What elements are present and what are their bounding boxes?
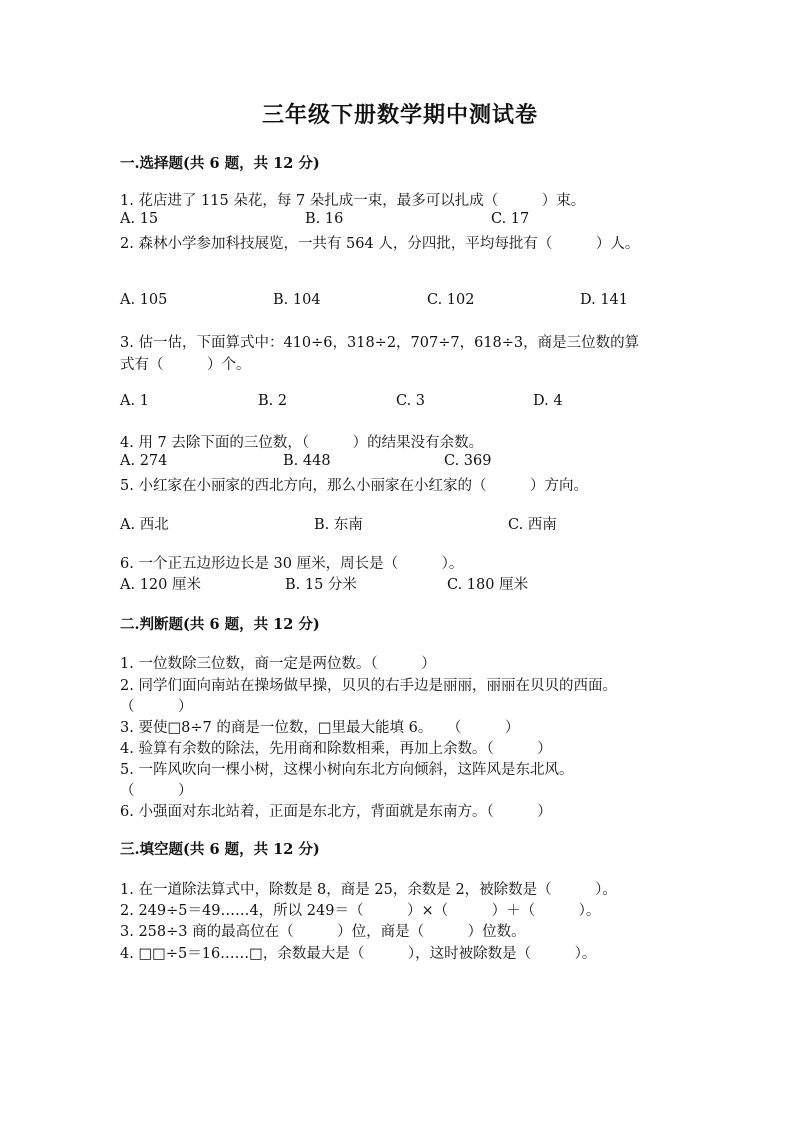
- option: A. 120 厘米: [120, 577, 201, 593]
- judge-item: （ ）: [120, 699, 193, 715]
- judge-item: 6. 小强面对东北站着，正面是东北方，背面就是东南方。（ ）: [120, 804, 552, 820]
- question-stem: 5. 小红家在小丽家的西北方向，那么小丽家在小红家的（ ）方向。: [120, 478, 588, 494]
- page-title: 三年级下册数学期中测试卷: [261, 102, 538, 128]
- section-heading-fill: 三.填空题(共 6 题，共 12 分): [120, 841, 320, 858]
- section-heading-choice: 一.选择题(共 6 题，共 12 分): [120, 155, 320, 172]
- option: D. 141: [580, 292, 629, 308]
- judge-item: 1. 一位数除三位数，商一定是两位数。（ ）: [120, 656, 436, 672]
- question-stem: 1. 花店进了 115 朵花，每 7 朵扎成一束，最多可以扎成（ ）束。: [120, 193, 586, 209]
- option: B. 2: [258, 393, 288, 409]
- fill-item: 3. 258÷3 商的最高位在（ ）位，商是（ ）位数。: [120, 924, 526, 940]
- judge-item: 5. 一阵风吹向一棵小树，这棵小树向东北方向倾斜，这阵风是东北风。: [120, 762, 574, 778]
- option: C. 西南: [508, 517, 557, 533]
- question-stem: 4. 用 7 去除下面的三位数，（ ）的结果没有余数。: [120, 435, 484, 451]
- option: B. 东南: [314, 517, 363, 533]
- option: C. 17: [491, 211, 530, 227]
- option: A. 1: [120, 393, 149, 409]
- question-stem: 2. 森林小学参加科技展览，一共有 564 人，分四批，平均每批有（ ）人。: [120, 236, 640, 252]
- option: B. 16: [305, 211, 344, 227]
- option: A. 274: [120, 453, 168, 469]
- section-heading-judge: 二.判断题(共 6 题，共 12 分): [120, 616, 320, 633]
- option: D. 4: [533, 393, 563, 409]
- fill-item: 2. 249÷5＝49……4，所以 249＝（ ）×（ ）＋（ ）。: [120, 903, 601, 919]
- fill-item: 1. 在一道除法算式中，除数是 8，商是 25，余数是 2，被除数是（ ）。: [120, 882, 617, 898]
- judge-item: 2. 同学们面向南站在操场做早操，贝贝的右手边是丽丽，丽丽在贝贝的西面。: [120, 678, 617, 694]
- question-stem: 6. 一个正五边形边长是 30 厘米，周长是（ ）。: [120, 556, 464, 572]
- option: A. 15: [120, 211, 159, 227]
- option: A. 105: [120, 292, 168, 308]
- option: B. 448: [283, 453, 331, 469]
- judge-item: 3. 要使□8÷7 的商是一位数，□里最大能填 6。 （ ）: [120, 720, 520, 736]
- option: C. 3: [396, 393, 426, 409]
- option: B. 15 分米: [285, 577, 357, 593]
- option: B. 104: [273, 292, 321, 308]
- question-stem: 3. 估一估，下面算式中：410÷6，318÷2，707÷7，618÷3，商是三位数的算: [120, 335, 640, 351]
- question-stem: 式有（ ）个。: [120, 357, 251, 373]
- judge-item: 4. 验算有余数的除法，先用商和除数相乘，再加上余数。（ ）: [120, 741, 552, 757]
- option: C. 180 厘米: [447, 577, 529, 593]
- judge-item: （ ）: [120, 783, 193, 799]
- option: C. 102: [427, 292, 475, 308]
- option: A. 西北: [120, 517, 169, 533]
- fill-item: 4. □□÷5＝16……□，余数最大是（ ），这时被除数是（ ）。: [120, 946, 597, 962]
- option: C. 369: [444, 453, 492, 469]
